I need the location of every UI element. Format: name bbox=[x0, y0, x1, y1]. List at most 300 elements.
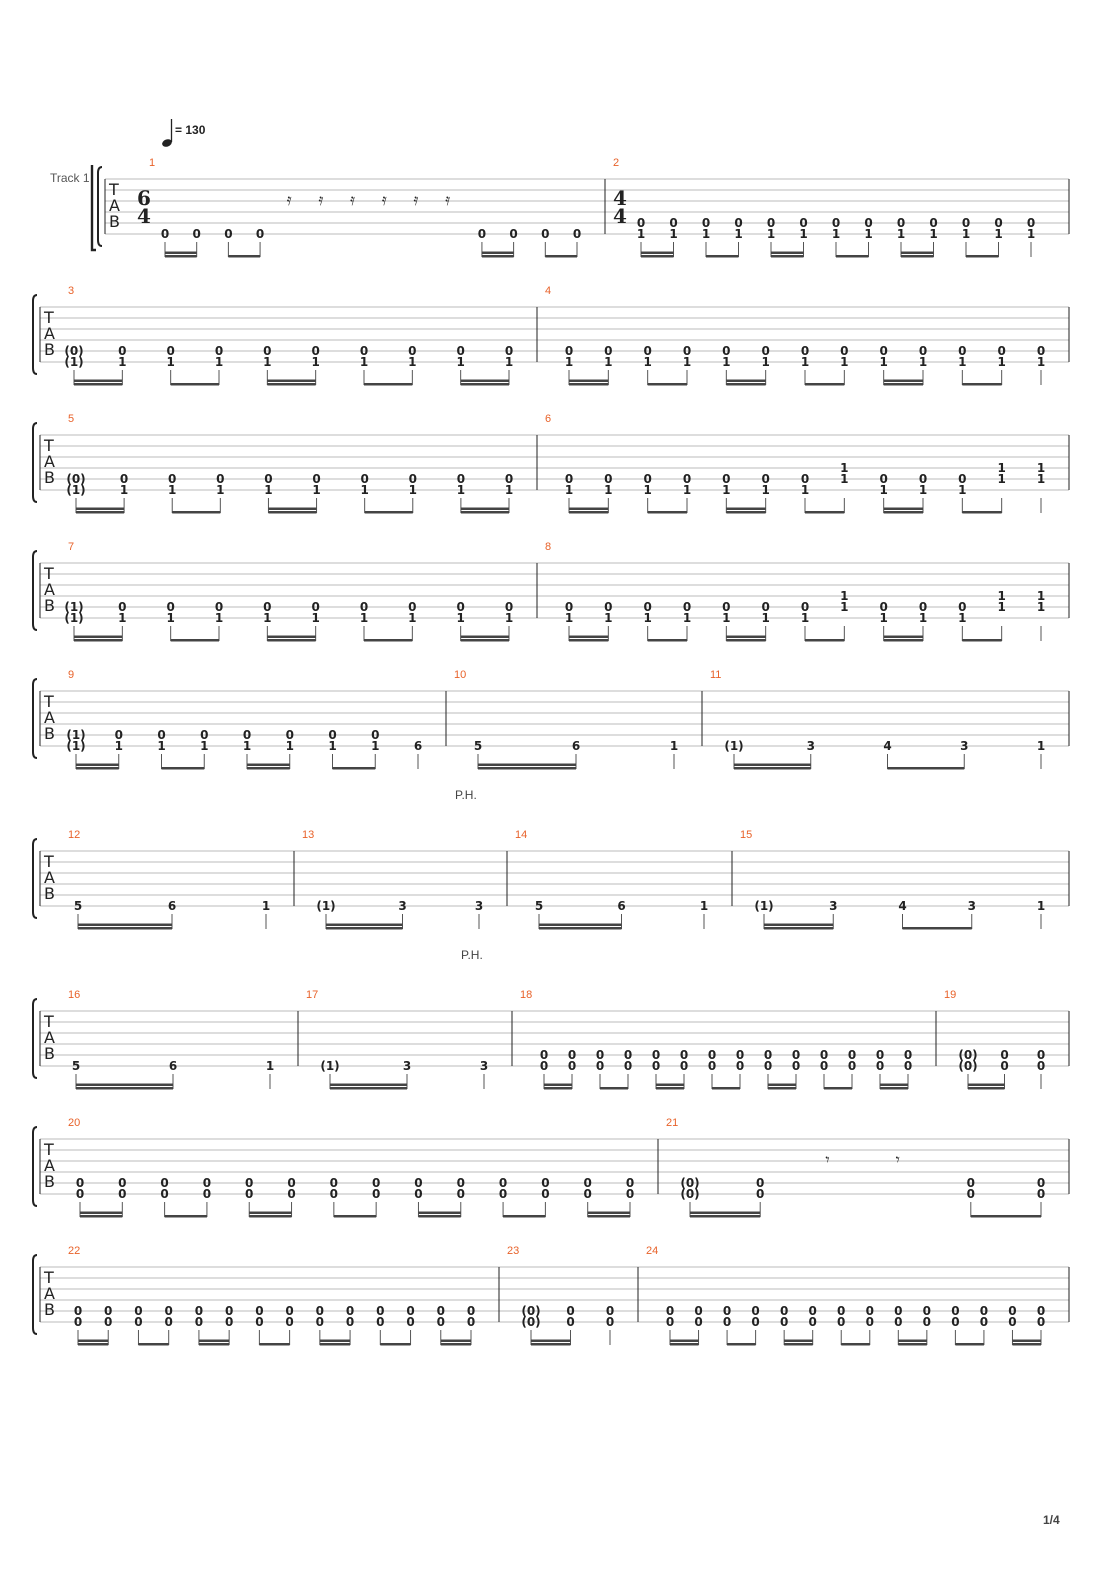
tab-clef-letter: B bbox=[109, 212, 120, 231]
fret-number: (1) bbox=[66, 739, 86, 753]
fret-number: 0 bbox=[509, 227, 518, 241]
fret-number: 0 bbox=[75, 1176, 85, 1190]
note-beam bbox=[228, 255, 260, 258]
fret-number: 0 bbox=[1026, 216, 1036, 230]
fret-number: 0 bbox=[643, 472, 652, 486]
note-beam bbox=[903, 927, 972, 930]
tab-clef-letter: A bbox=[109, 196, 120, 215]
fret-number: 1 bbox=[682, 483, 692, 497]
fret-number: 0 bbox=[360, 472, 369, 486]
page-number: 1/4 bbox=[1043, 1513, 1060, 1527]
note-beam bbox=[364, 383, 412, 386]
fret-number: 0 bbox=[104, 1315, 113, 1329]
fret-number: 0 bbox=[875, 1059, 885, 1073]
fret-number: 0 bbox=[605, 1315, 615, 1329]
note-beam bbox=[641, 255, 674, 258]
fret-number: 1 bbox=[997, 472, 1006, 486]
tab-system bbox=[33, 1245, 1069, 1346]
note-beam bbox=[569, 383, 608, 386]
note-beam bbox=[784, 1343, 813, 1346]
note-beam bbox=[461, 508, 509, 511]
fret-number: 0 bbox=[566, 1315, 575, 1329]
bar-number: 12 bbox=[68, 829, 81, 841]
fret-number: 0 bbox=[1036, 1176, 1046, 1190]
fret-number: 0 bbox=[819, 1059, 829, 1073]
note-beam bbox=[884, 511, 923, 514]
fret-number: 0 bbox=[315, 1315, 325, 1329]
fret-number: 0 bbox=[997, 344, 1006, 358]
fret-number: 0 bbox=[722, 1315, 732, 1329]
note-beam bbox=[656, 1084, 684, 1087]
fret-number: 0 bbox=[979, 1304, 989, 1318]
fret-number: 0 bbox=[371, 728, 380, 742]
note-beam bbox=[482, 255, 514, 258]
system-bracket bbox=[33, 423, 37, 502]
bar-number: 5 bbox=[68, 413, 75, 425]
fret-number: 0 bbox=[134, 1315, 143, 1329]
note-beam bbox=[962, 383, 1001, 386]
fret-number: 0 bbox=[166, 600, 175, 614]
measure bbox=[64, 285, 513, 386]
tab-system bbox=[33, 1117, 1069, 1218]
note-beam bbox=[249, 1215, 291, 1218]
fret-number: 3 bbox=[967, 899, 976, 913]
fret-number: 1 bbox=[997, 461, 1006, 475]
note-beam bbox=[569, 511, 608, 514]
measure bbox=[515, 829, 708, 930]
measure bbox=[306, 989, 488, 1090]
fret-number: 0 bbox=[1008, 1315, 1017, 1329]
fret-number: 0 bbox=[104, 1304, 113, 1318]
fret-number: (0) bbox=[680, 1176, 700, 1190]
fret-number: 0 bbox=[605, 1304, 615, 1318]
fret-number: 1 bbox=[761, 355, 770, 369]
note-beam bbox=[648, 383, 687, 386]
tempo-text: = 130 bbox=[175, 123, 206, 137]
system-bracket bbox=[33, 839, 37, 918]
fret-number: 0 bbox=[224, 1304, 234, 1318]
measure bbox=[454, 669, 678, 770]
fret-number: 0 bbox=[966, 1176, 975, 1190]
fret-number: 1 bbox=[682, 355, 692, 369]
fret-number: 1 bbox=[918, 611, 928, 625]
fret-number: 0 bbox=[894, 1315, 903, 1329]
note-beam bbox=[841, 1343, 870, 1346]
note-beam bbox=[539, 924, 622, 927]
fret-number: 0 bbox=[504, 600, 514, 614]
note-beam bbox=[569, 508, 608, 511]
fret-number: 0 bbox=[359, 600, 369, 614]
note-beam bbox=[165, 252, 197, 255]
fret-number: 1 bbox=[929, 227, 938, 241]
fret-number: 0 bbox=[436, 1304, 445, 1318]
bar-number: 11 bbox=[710, 669, 722, 681]
note-beam bbox=[734, 767, 811, 770]
note-beam bbox=[531, 1343, 571, 1346]
time-signature-bottom: 4 bbox=[137, 204, 151, 228]
tab-clef-letter: T bbox=[44, 852, 54, 871]
fret-number: 0 bbox=[761, 472, 770, 486]
fret-number: 0 bbox=[214, 344, 224, 358]
fret-number: 1 bbox=[958, 355, 967, 369]
fret-number: 1 bbox=[200, 739, 209, 753]
fret-number: 0 bbox=[245, 1176, 254, 1190]
bar-number: 17 bbox=[306, 989, 319, 1001]
note-beam bbox=[670, 1343, 699, 1346]
bar-number: 20 bbox=[68, 1117, 81, 1129]
note-beam bbox=[569, 636, 608, 639]
fret-number: 0 bbox=[847, 1059, 857, 1073]
fret-number: 0 bbox=[756, 1176, 765, 1190]
fret-number: 1 bbox=[311, 611, 320, 625]
fret-number: 0 bbox=[665, 1315, 675, 1329]
system-bracket bbox=[98, 167, 102, 246]
measure bbox=[666, 1117, 1045, 1218]
fret-number: 0 bbox=[168, 472, 177, 486]
fret-number: 0 bbox=[75, 1187, 85, 1201]
bar-number: 19 bbox=[944, 989, 957, 1001]
fret-number: 1 bbox=[879, 483, 888, 497]
fret-number: 1 bbox=[669, 227, 678, 241]
note-beam bbox=[539, 927, 622, 930]
fret-number: 1 bbox=[168, 483, 177, 497]
fret-number: 0 bbox=[918, 472, 928, 486]
fret-number: 4 bbox=[898, 899, 907, 913]
fret-number: 5 bbox=[71, 1059, 81, 1073]
fret-number: 0 bbox=[345, 1315, 355, 1329]
fret-number: 0 bbox=[406, 1315, 415, 1329]
fret-number: 0 bbox=[263, 344, 272, 358]
fret-number: 0 bbox=[287, 1176, 296, 1190]
tab-clef-letter: T bbox=[44, 692, 54, 711]
fret-number: 0 bbox=[958, 472, 967, 486]
note-beam bbox=[971, 1215, 1041, 1218]
measure bbox=[545, 413, 1045, 514]
note-beam bbox=[418, 1212, 460, 1215]
fret-number: 0 bbox=[567, 1059, 577, 1073]
fret-number: (1) bbox=[64, 611, 84, 625]
note-beam bbox=[165, 1215, 207, 1218]
note-beam bbox=[247, 767, 290, 770]
bar-number: 18 bbox=[520, 989, 533, 1001]
fret-number: 0 bbox=[864, 216, 873, 230]
fret-number: 1 bbox=[761, 483, 770, 497]
fret-number: 0 bbox=[800, 472, 810, 486]
fret-number: 1 bbox=[564, 483, 574, 497]
fret-number: 0 bbox=[498, 1176, 508, 1190]
fret-number: 1 bbox=[263, 355, 272, 369]
bar-number: 23 bbox=[507, 1245, 520, 1257]
fret-number: 0 bbox=[466, 1304, 476, 1318]
fret-number: 0 bbox=[922, 1304, 932, 1318]
fret-number: 0 bbox=[734, 216, 743, 230]
note-beam bbox=[544, 1084, 572, 1087]
rest-symbol: 𝄿 bbox=[286, 192, 292, 209]
note-beam bbox=[249, 1212, 291, 1215]
note-beam bbox=[364, 639, 412, 642]
note-beam bbox=[365, 511, 413, 514]
note-beam bbox=[901, 255, 934, 258]
fret-number: 0 bbox=[255, 1315, 264, 1329]
note-beam bbox=[259, 1343, 289, 1346]
note-beam bbox=[1012, 1340, 1041, 1343]
rest-symbol: 𝄿 bbox=[381, 192, 387, 209]
fret-number: 0 bbox=[819, 1048, 829, 1062]
fret-number: 0 bbox=[651, 1048, 661, 1062]
fret-number: (1) bbox=[64, 355, 84, 369]
fret-number: 0 bbox=[1036, 1304, 1046, 1318]
fret-number: 0 bbox=[604, 600, 613, 614]
fret-number: 0 bbox=[114, 728, 123, 742]
note-beam bbox=[267, 639, 315, 642]
fret-number: (1) bbox=[66, 483, 86, 497]
bar-number: 24 bbox=[646, 1245, 659, 1257]
fret-number: 3 bbox=[474, 899, 484, 913]
fret-number: 1 bbox=[840, 472, 849, 486]
fret-number: 1 bbox=[1036, 472, 1046, 486]
note-beam bbox=[461, 383, 509, 386]
fret-number: 0 bbox=[498, 1187, 508, 1201]
fret-number: 0 bbox=[779, 1304, 789, 1318]
note-beam bbox=[600, 1087, 628, 1090]
note-beam bbox=[171, 639, 219, 642]
fret-number: 0 bbox=[572, 227, 582, 241]
system-bracket bbox=[33, 679, 37, 758]
tab-clef-letter: T bbox=[44, 1140, 54, 1159]
note-beam bbox=[80, 1215, 122, 1218]
note-beam bbox=[330, 1087, 407, 1090]
fret-number: 1 bbox=[1036, 600, 1046, 614]
note-beam bbox=[199, 1340, 229, 1343]
note-beam bbox=[326, 927, 403, 930]
note-beam bbox=[569, 639, 608, 642]
note-beam bbox=[267, 636, 315, 639]
fret-number: 5 bbox=[73, 899, 83, 913]
note-beam bbox=[726, 383, 765, 386]
system-bracket bbox=[33, 999, 37, 1078]
note-beam bbox=[962, 639, 1001, 642]
fret-number: (0) bbox=[680, 1187, 700, 1201]
fret-number: 0 bbox=[756, 1187, 765, 1201]
fret-number: (0) bbox=[66, 472, 86, 486]
fret-number: 1 bbox=[800, 611, 810, 625]
fret-number: 0 bbox=[808, 1304, 817, 1318]
measure bbox=[710, 669, 1045, 770]
fret-number: 1 bbox=[328, 739, 337, 753]
fret-number: 0 bbox=[287, 1187, 296, 1201]
fret-number: 1 bbox=[766, 227, 776, 241]
fret-number: 0 bbox=[722, 344, 731, 358]
fret-number: 5 bbox=[473, 739, 483, 753]
fret-number: (1) bbox=[66, 728, 86, 742]
note-beam bbox=[726, 639, 765, 642]
fret-number: 0 bbox=[263, 600, 272, 614]
tab-clef-letter: A bbox=[44, 1156, 55, 1175]
fret-number: 0 bbox=[406, 1304, 415, 1318]
time-signature-top: 6 bbox=[137, 186, 151, 210]
note-beam bbox=[461, 639, 509, 642]
fret-number: 0 bbox=[1036, 344, 1046, 358]
fret-number: 0 bbox=[414, 1187, 423, 1201]
fret-number: 1 bbox=[840, 600, 849, 614]
note-beam bbox=[268, 511, 316, 514]
fret-number: 0 bbox=[166, 344, 175, 358]
fret-number: 0 bbox=[285, 1315, 294, 1329]
fret-number: 1 bbox=[799, 227, 808, 241]
fret-number: 0 bbox=[202, 1187, 212, 1201]
palm-harmonic-annotation: P.H. bbox=[461, 948, 483, 962]
rest-symbol: 𝄿 bbox=[445, 192, 451, 209]
fret-number: 1 bbox=[722, 611, 731, 625]
fret-number: 0 bbox=[623, 1048, 633, 1062]
system-bracket bbox=[33, 551, 37, 630]
measure bbox=[68, 1117, 634, 1218]
note-beam bbox=[78, 1343, 108, 1346]
fret-number: 0 bbox=[761, 600, 770, 614]
fret-number: 0 bbox=[595, 1048, 605, 1062]
fret-number: 1 bbox=[997, 589, 1006, 603]
measure bbox=[68, 1245, 475, 1346]
fret-number: (1) bbox=[320, 1059, 340, 1073]
note-beam bbox=[764, 924, 833, 927]
note-beam bbox=[836, 255, 869, 258]
fret-number: 0 bbox=[722, 600, 731, 614]
fret-number: (0) bbox=[64, 344, 84, 358]
fret-number: 0 bbox=[312, 472, 321, 486]
note-beam bbox=[76, 1084, 173, 1087]
fret-number: 1 bbox=[604, 611, 613, 625]
note-beam bbox=[588, 1212, 630, 1215]
fret-number: 0 bbox=[735, 1048, 745, 1062]
fret-number: 0 bbox=[242, 728, 252, 742]
fret-number: 0 bbox=[763, 1048, 773, 1062]
tab-clef-letter: A bbox=[44, 1028, 55, 1047]
fret-number: 0 bbox=[376, 1315, 385, 1329]
tab-clef-letter: T bbox=[44, 1012, 54, 1031]
bar-number: 13 bbox=[302, 829, 315, 841]
note-beam bbox=[78, 924, 172, 927]
fret-number: 1 bbox=[918, 483, 928, 497]
fret-number: 0 bbox=[791, 1059, 801, 1073]
fret-number: 6 bbox=[167, 899, 177, 913]
note-beam bbox=[418, 1215, 460, 1218]
fret-number: 6 bbox=[168, 1059, 178, 1073]
tempo-marking bbox=[161, 119, 206, 148]
fret-number: 0 bbox=[216, 472, 225, 486]
fret-number: 0 bbox=[951, 1315, 960, 1329]
fret-number: 1 bbox=[242, 739, 252, 753]
note-beam bbox=[648, 639, 687, 642]
bar-number: 22 bbox=[68, 1245, 81, 1257]
fret-number: 0 bbox=[831, 216, 841, 230]
rest-symbol: 𝄿 bbox=[350, 192, 356, 209]
note-beam bbox=[712, 1087, 740, 1090]
tab-clef-letter: A bbox=[44, 324, 55, 343]
fret-number: 0 bbox=[315, 1304, 325, 1318]
fret-number: 0 bbox=[1000, 1059, 1009, 1073]
note-beam bbox=[80, 1212, 122, 1215]
fret-number: 0 bbox=[456, 344, 465, 358]
note-beam bbox=[78, 1340, 108, 1343]
fret-number: 1 bbox=[761, 611, 770, 625]
tab-clef-letter: T bbox=[44, 1268, 54, 1287]
note-beam bbox=[734, 764, 811, 767]
tab-system bbox=[33, 669, 1069, 770]
fret-number: 0 bbox=[164, 1304, 173, 1318]
fret-number: 0 bbox=[800, 600, 810, 614]
note-beam bbox=[641, 252, 674, 255]
fret-number: 1 bbox=[734, 227, 743, 241]
note-beam bbox=[76, 1087, 173, 1090]
fret-number: 0 bbox=[643, 344, 652, 358]
rest-symbol: 𝄾 bbox=[895, 1152, 900, 1169]
fret-number: 0 bbox=[808, 1315, 817, 1329]
fret-number: 1 bbox=[958, 483, 967, 497]
fret-number: 0 bbox=[371, 1187, 381, 1201]
fret-number: 0 bbox=[329, 1176, 339, 1190]
fret-number: 1 bbox=[800, 355, 810, 369]
tab-clef-letter: A bbox=[44, 708, 55, 727]
note-beam bbox=[805, 511, 844, 514]
fret-number: 1 bbox=[701, 227, 711, 241]
tab-clef-letter: B bbox=[44, 884, 55, 903]
fret-number: 0 bbox=[583, 1176, 592, 1190]
palm-harmonic-annotation: P.H. bbox=[455, 788, 477, 802]
note-beam bbox=[884, 508, 923, 511]
note-beam bbox=[172, 511, 220, 514]
note-beam bbox=[76, 764, 119, 767]
tab-system bbox=[92, 157, 1069, 258]
note-beam bbox=[690, 1215, 760, 1218]
note-beam bbox=[78, 927, 172, 930]
fret-number: 4 bbox=[883, 739, 892, 753]
tab-system bbox=[33, 541, 1069, 642]
track-bracket bbox=[92, 165, 96, 250]
bar-number: 1 bbox=[149, 157, 156, 169]
fret-number: 0 bbox=[456, 600, 465, 614]
fret-number: (0) bbox=[958, 1048, 978, 1062]
fret-number: 1 bbox=[214, 355, 224, 369]
bar-number: 3 bbox=[68, 285, 75, 297]
fret-number: 0 bbox=[879, 600, 888, 614]
note-beam bbox=[267, 383, 315, 386]
fret-number: 0 bbox=[285, 728, 294, 742]
fret-number: 0 bbox=[73, 1304, 83, 1318]
fret-number: 1 bbox=[958, 611, 967, 625]
fret-number: (0) bbox=[958, 1059, 978, 1073]
bar-number: 16 bbox=[68, 989, 81, 1001]
tab-clef-letter: T bbox=[44, 436, 54, 455]
tab-clef-letter: B bbox=[44, 724, 55, 743]
note-beam bbox=[461, 511, 509, 514]
fret-number: 0 bbox=[200, 728, 209, 742]
fret-number: 0 bbox=[929, 216, 938, 230]
note-beam bbox=[656, 1087, 684, 1090]
fret-number: 0 bbox=[224, 227, 233, 241]
note-beam bbox=[884, 636, 923, 639]
bar-number: 4 bbox=[545, 285, 552, 297]
fret-number: 0 bbox=[682, 472, 692, 486]
fret-number: 0 bbox=[539, 1048, 549, 1062]
note-beam bbox=[569, 380, 608, 383]
fret-number: 1 bbox=[564, 355, 574, 369]
bar-number: 8 bbox=[545, 541, 552, 553]
fret-number: 1 bbox=[722, 355, 731, 369]
fret-number: 0 bbox=[625, 1176, 635, 1190]
note-beam bbox=[805, 383, 844, 386]
bar-number: 15 bbox=[740, 829, 753, 841]
fret-number: 1 bbox=[682, 611, 692, 625]
